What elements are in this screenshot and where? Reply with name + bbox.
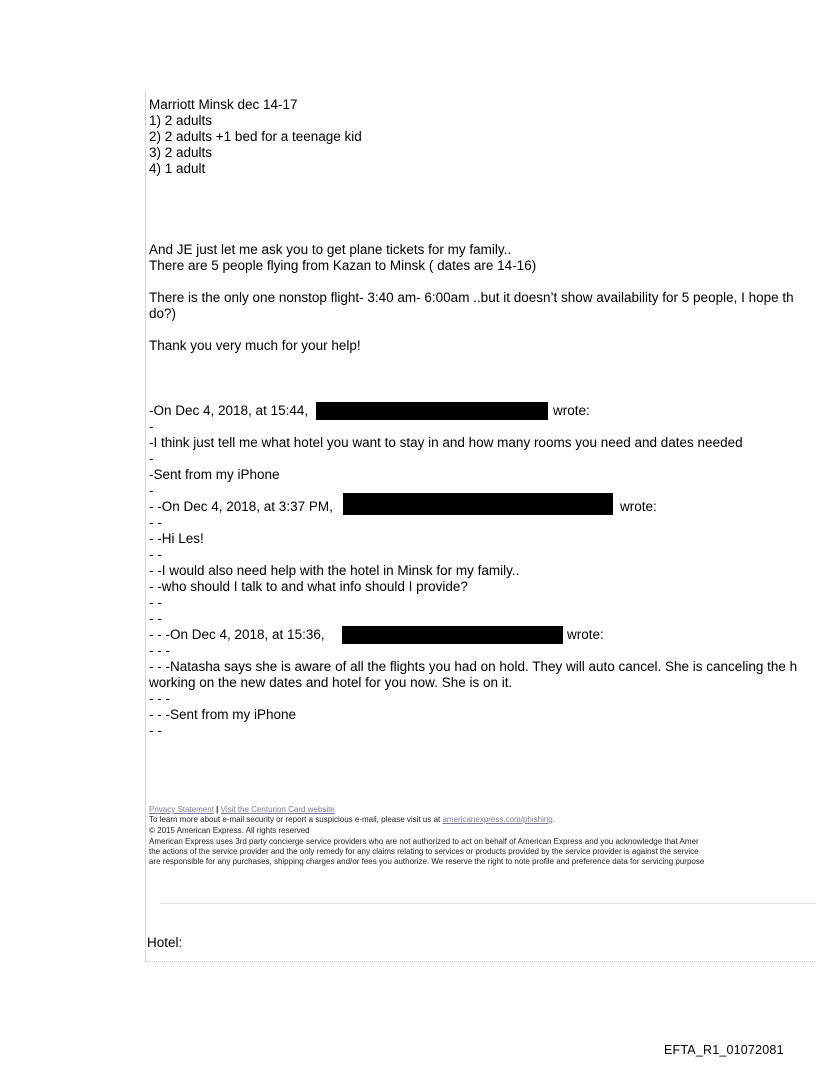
security-notice xyxy=(149,815,555,825)
copyright: © 2015 American Express. All rights reserved xyxy=(149,826,310,835)
quote-sent: -Sent from my iPhone xyxy=(149,467,280,482)
hotel-label: Hotel: xyxy=(147,935,183,950)
hotel-request-line: 1) 2 adults xyxy=(149,113,213,128)
quote-dash: - - - xyxy=(149,691,170,706)
phishing-link[interactable]: americanexpress.com/phishing xyxy=(442,815,553,824)
flight-detail-line: There is the only one nonstop flight- 3:40 am- 6:00am ..but it doesn’t show availability for 5 people, I hope th xyxy=(149,290,794,305)
quote-dash: - - - xyxy=(149,643,170,658)
quote-dash: - - xyxy=(149,515,162,530)
disclaimer-line: are responsible for any purchases, shipping charges and/or fees you authorize. We reserve the right to note profile and preference data for servicing purpose xyxy=(149,857,705,866)
quote-body: working on the new dates and hotel for you now. She is on it. xyxy=(149,675,513,690)
quote-body: - - -Natasha says she is aware of all the flights you had on hold. They will auto cancel. She is canceling the h xyxy=(149,659,798,674)
quote-body: - -who should I talk to and what info should I provide? xyxy=(149,579,468,594)
centurion-card-link[interactable]: Visit the Centurion Card website xyxy=(220,805,335,814)
flight-request-line: There are 5 people flying from Kazan to Minsk ( dates are 14-16) xyxy=(149,258,537,273)
security-end: . xyxy=(552,815,555,824)
quote-header-suffix: wrote: xyxy=(620,499,657,514)
flight-detail-line: do?) xyxy=(149,306,177,321)
redaction-block xyxy=(343,493,613,515)
quote-header: - - -On Dec 4, 2018, at 15:36, xyxy=(149,627,325,642)
redaction-block xyxy=(316,402,548,420)
hotel-request-line: 3) 2 adults xyxy=(149,145,213,160)
quote-dash: - - xyxy=(149,547,162,562)
hotel-request-line: 4) 1 adult xyxy=(149,161,206,176)
thanks-line: Thank you very much for your help! xyxy=(149,338,361,353)
page-identifier: EFTA_R1_01072081 xyxy=(664,1043,784,1057)
quote-dash: - xyxy=(149,419,154,434)
privacy-statement-link[interactable]: Privacy Statement xyxy=(149,805,214,814)
quote-body: - -I would also need help with the hotel in Minsk for my family.. xyxy=(149,563,520,578)
hotel-request-line: 2) 2 adults +1 bed for a teenage kid xyxy=(149,129,362,144)
quote-greeting: - -Hi Les! xyxy=(149,531,204,546)
quote-header-suffix: wrote: xyxy=(567,627,604,642)
quote-sent: - - -Sent from my iPhone xyxy=(149,707,297,722)
quote-header-suffix: wrote: xyxy=(553,403,590,418)
footer-links xyxy=(149,805,335,815)
quote-header: - -On Dec 4, 2018, at 3:37 PM, xyxy=(149,499,333,514)
quote-dash: - - xyxy=(149,595,162,610)
quote-dash: - xyxy=(149,451,154,466)
flight-request-line: And JE just let me ask you to get plane tickets for my family.. xyxy=(149,242,512,257)
quote-dash: - - xyxy=(149,611,162,626)
quote-header: -On Dec 4, 2018, at 15:44, xyxy=(149,403,309,418)
disclaimer-line: American Express uses 3rd party concierge service providers who are not authorized to act on behalf of American Express and you acknowledge that Amer xyxy=(149,837,699,846)
disclaimer-line: the actions of the service provider and the only remedy for any claims relating to services or products provided by the service provider is against the service xyxy=(149,847,699,856)
footer-separator: | xyxy=(216,805,219,814)
redaction-block xyxy=(342,626,563,644)
quote-dash: - xyxy=(149,483,154,498)
hotel-request-line: Marriott Minsk dec 14-17 xyxy=(149,97,298,112)
security-text: To learn more about e-mail security or report a suspicious e-mail, please visit us at xyxy=(149,815,441,824)
quote-dash: - - xyxy=(149,723,162,738)
quote-body: -I think just tell me what hotel you want to stay in and how many rooms you need and dates needed xyxy=(149,435,743,450)
divider xyxy=(160,903,816,904)
